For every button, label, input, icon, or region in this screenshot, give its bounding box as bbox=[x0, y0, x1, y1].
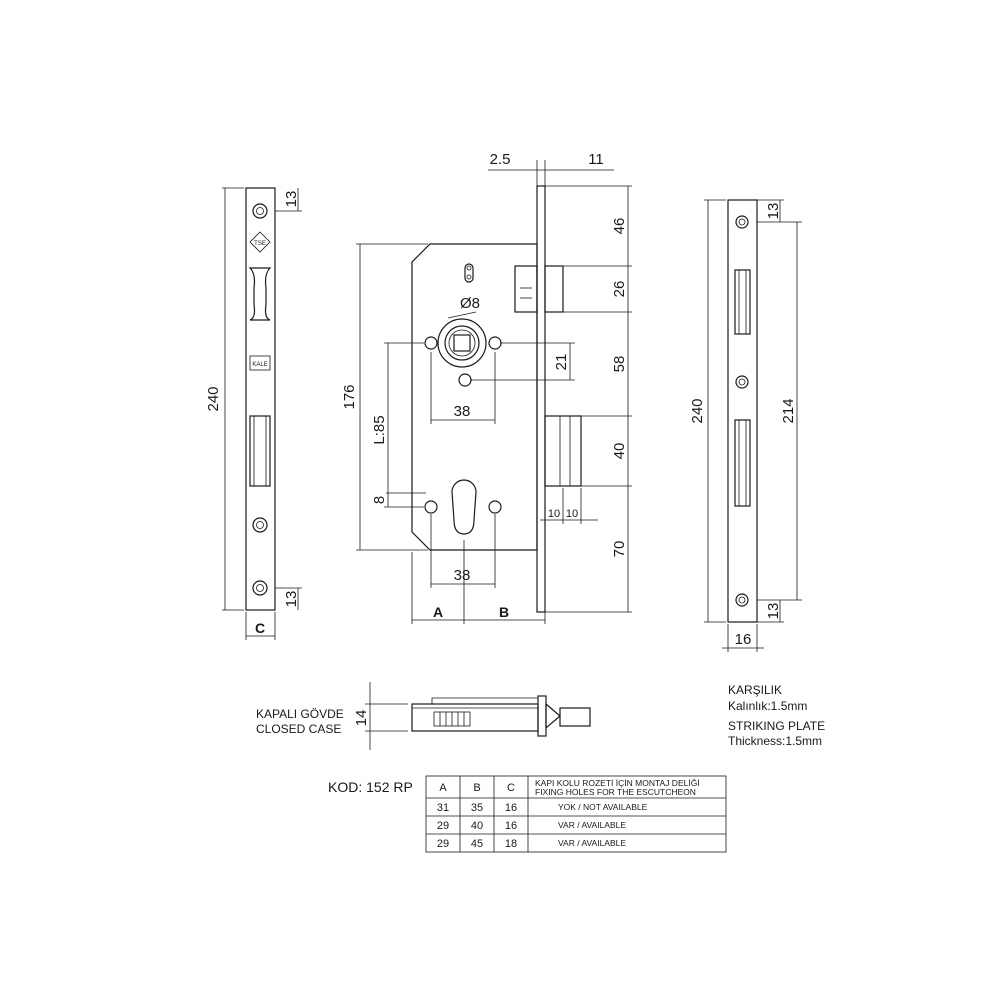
latch-bolt bbox=[515, 266, 563, 312]
front-plate-bottom-screw-hole bbox=[253, 581, 267, 595]
lock-faceplate bbox=[537, 186, 545, 612]
table-header-a: A bbox=[439, 782, 447, 794]
closed-case-side-view bbox=[256, 682, 590, 750]
striking-middle-hole bbox=[736, 376, 748, 388]
svg-text:KALE: KALE bbox=[252, 362, 268, 368]
svg-text:STRIKING PLATE: STRIKING PLATE bbox=[728, 719, 826, 733]
svg-text:31: 31 bbox=[436, 802, 450, 814]
svg-text:VAR / AVAILABLE: VAR / AVAILABLE bbox=[558, 838, 627, 848]
dim-10-b: 10 bbox=[565, 508, 579, 520]
striking-latch-opening bbox=[735, 270, 750, 334]
dim-label-b: B bbox=[498, 604, 510, 620]
svg-text:16: 16 bbox=[504, 802, 518, 814]
striking-plate-outline bbox=[728, 200, 757, 622]
dim-11: 11 bbox=[588, 151, 604, 168]
dim-l85: L:85 bbox=[371, 415, 388, 445]
svg-text:29: 29 bbox=[436, 820, 450, 832]
body-height-dim: 176 bbox=[341, 384, 358, 410]
svg-text:18: 18 bbox=[504, 838, 518, 850]
handle-follower bbox=[438, 319, 486, 367]
lock-body-view bbox=[341, 151, 632, 624]
svg-text:KARŞILIK: KARŞILIK bbox=[728, 683, 783, 697]
upper-fixing-hole-left bbox=[425, 337, 437, 349]
dim-26: 26 bbox=[611, 280, 628, 298]
dim-70: 70 bbox=[611, 540, 628, 558]
cylinder-fixing-hole-left bbox=[425, 501, 437, 513]
lower-center-hole bbox=[459, 374, 471, 386]
dim-diameter-8: Ø8 bbox=[459, 295, 481, 312]
front-bolt-opening bbox=[250, 416, 270, 486]
table-header-note-tr: KAPI KOLU ROZETİ İÇİN MONTAJ DELİĞİ bbox=[535, 778, 700, 788]
product-code: KOD: 152 RP bbox=[328, 779, 413, 795]
svg-text:Kalınlık:1.5mm: Kalınlık:1.5mm bbox=[728, 699, 808, 713]
table-header-note-en: FIXING HOLES FOR THE ESCUTCHEON bbox=[535, 787, 696, 797]
side-thickness-dim: 14 bbox=[353, 709, 370, 727]
svg-text:YOK / NOT AVAILABLE: YOK / NOT AVAILABLE bbox=[558, 802, 648, 812]
dim-10-a: 10 bbox=[547, 508, 561, 520]
svg-text:29: 29 bbox=[436, 838, 450, 850]
front-plate-top-screw-hole bbox=[253, 204, 267, 218]
upper-fixing-hole-right bbox=[489, 337, 501, 349]
dim-40: 40 bbox=[611, 442, 628, 460]
svg-text:TSE: TSE bbox=[254, 241, 266, 247]
front-plate-view bbox=[205, 188, 302, 640]
svg-text:Thickness:1.5mm: Thickness:1.5mm bbox=[728, 734, 823, 748]
striking-hole-spacing-dim: 214 bbox=[780, 398, 797, 424]
striking-height-dim: 240 bbox=[689, 398, 706, 424]
dim-46: 46 bbox=[611, 217, 628, 235]
front-plate-height-dim: 240 bbox=[205, 386, 222, 412]
cylinder-fixing-hole-right bbox=[489, 501, 501, 513]
kale-logo bbox=[250, 356, 270, 370]
striking-plate-label bbox=[728, 683, 825, 748]
dim-38-top: 38 bbox=[453, 403, 471, 420]
tse-logo bbox=[250, 232, 270, 252]
svg-text:VAR / AVAILABLE: VAR / AVAILABLE bbox=[558, 820, 627, 830]
table-row bbox=[437, 838, 626, 850]
striking-top-13-dim: 13 bbox=[765, 202, 782, 220]
dead-bolt bbox=[545, 416, 581, 486]
dim-21: 21 bbox=[553, 353, 570, 371]
front-width-label: C bbox=[254, 620, 266, 636]
table-row bbox=[437, 802, 648, 814]
striking-top-hole bbox=[736, 216, 748, 228]
euro-cylinder-cutout bbox=[452, 480, 476, 534]
table-row bbox=[437, 820, 626, 832]
striking-bottom-hole bbox=[736, 594, 748, 606]
closed-case-label-en: CLOSED CASE bbox=[256, 722, 342, 736]
svg-text:16: 16 bbox=[504, 820, 518, 832]
dim-label-a: A bbox=[432, 604, 444, 620]
table-header-c: C bbox=[507, 782, 515, 794]
svg-text:35: 35 bbox=[470, 802, 484, 814]
front-latch-opening bbox=[250, 268, 270, 320]
dim-8-left: 8 bbox=[371, 495, 388, 505]
dim-38-bottom: 38 bbox=[453, 567, 471, 584]
spec-table bbox=[328, 776, 726, 852]
striking-bolt-opening bbox=[735, 420, 750, 506]
svg-text:45: 45 bbox=[470, 838, 484, 850]
table-header-b: B bbox=[473, 782, 481, 794]
dim-58: 58 bbox=[611, 355, 628, 373]
closed-case-label-tr: KAPALI GÖVDE bbox=[256, 707, 344, 721]
dim-2-5: 2.5 bbox=[489, 151, 511, 168]
striking-bottom-13-dim: 13 bbox=[765, 602, 782, 620]
svg-text:40: 40 bbox=[470, 820, 484, 832]
striking-plate-view bbox=[689, 200, 802, 652]
striking-width-dim: 16 bbox=[734, 631, 752, 648]
front-bottom-hole-dim: 13 bbox=[283, 590, 300, 608]
front-plate-middle-screw-hole bbox=[253, 518, 267, 532]
front-top-hole-dim: 13 bbox=[283, 190, 300, 208]
